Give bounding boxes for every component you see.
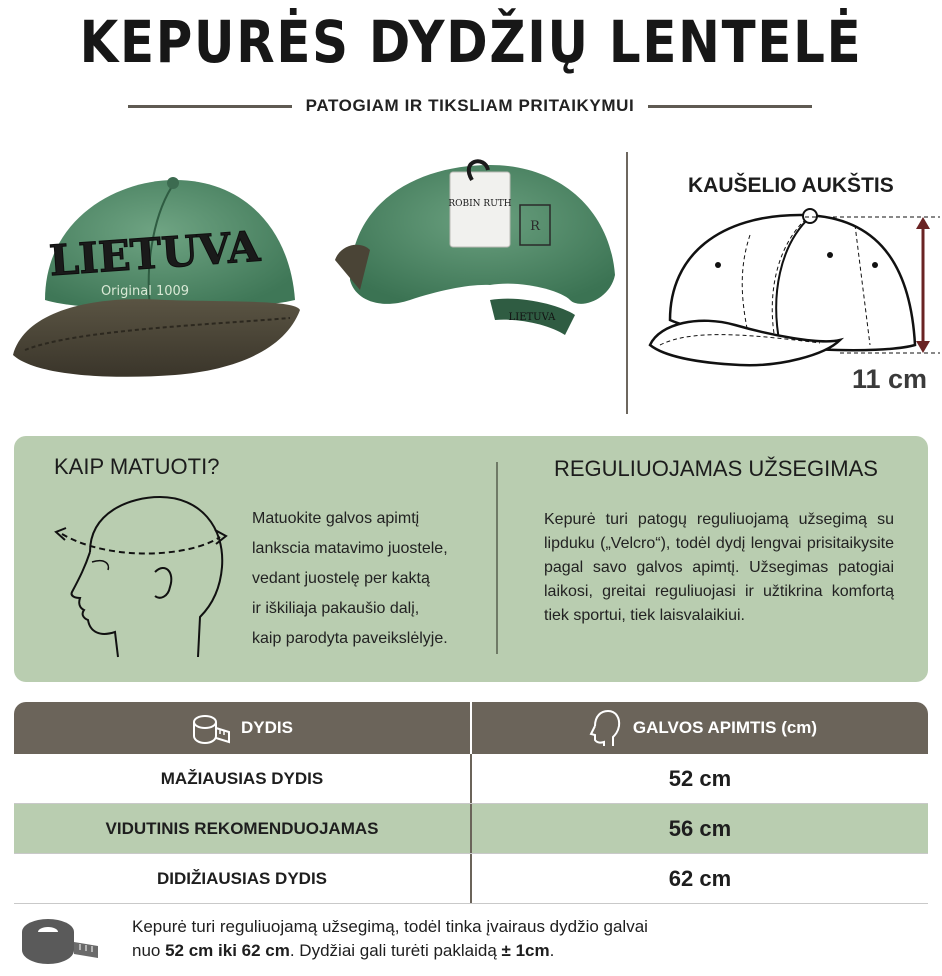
header-circumference-cell bbox=[472, 702, 928, 754]
head-profile-icon bbox=[583, 708, 623, 748]
header-size-cell bbox=[14, 702, 472, 754]
cap-front-script: Original 1009 bbox=[100, 284, 190, 299]
size-table bbox=[14, 702, 928, 904]
svg-text:R: R bbox=[530, 219, 540, 234]
note-size-range: 52 cm iki 62 cm bbox=[165, 941, 290, 960]
table-row bbox=[14, 754, 928, 804]
crown-height-label: KAUŠELIO AUKŠTIS bbox=[688, 174, 894, 197]
size-value-cell: 52 cm bbox=[668, 765, 732, 791]
note-text-part: . Dydžiai gali turėti paklaidą bbox=[289, 941, 502, 960]
size-note bbox=[132, 915, 648, 963]
how-to-measure-line: vedant juostelę per kaktą bbox=[252, 570, 430, 587]
cap-back-photo bbox=[320, 150, 620, 400]
tag-brand: ROBIN RUTH bbox=[448, 199, 512, 209]
how-to-measure-title: KAIP MATUOTI? bbox=[54, 454, 220, 479]
info-panel-divider bbox=[496, 462, 498, 654]
cap-strap-text: LIETUVA bbox=[508, 312, 556, 323]
crown-height-value: 11 cm bbox=[852, 364, 928, 394]
how-to-measure-line: ir iškiliaja pakaušio dalį, bbox=[252, 600, 420, 617]
subtitle-line-left bbox=[128, 105, 292, 108]
subtitle-line-right bbox=[648, 105, 812, 108]
cap-brim-shape bbox=[13, 299, 300, 377]
how-to-measure-line: kaip parodyta paveikslėlyje. bbox=[252, 630, 448, 647]
adjustable-title: REGULIUOJAMAS UŽSEGIMAS bbox=[554, 456, 878, 481]
header-size-label: DYDIS bbox=[241, 718, 293, 737]
how-to-measure-line: Matuokite galvos apimtį bbox=[252, 510, 420, 527]
size-note-line2 bbox=[132, 939, 648, 963]
cap-front-photo bbox=[5, 150, 305, 400]
note-text-part: . bbox=[549, 941, 555, 960]
cap-hang-tag bbox=[450, 172, 510, 247]
size-table-header bbox=[14, 702, 928, 754]
size-name-cell: VIDUTINIS REKOMENDUOJAMAS bbox=[14, 804, 472, 853]
size-value-cell: 62 cm bbox=[668, 865, 732, 891]
note-tolerance: ± 1cm bbox=[501, 941, 550, 960]
head-measure-icon bbox=[50, 492, 230, 662]
subtitle: PATOGIAM IR TIKSLIAM PRITAIKYMUI bbox=[305, 96, 635, 115]
tape-measure-icon bbox=[191, 708, 231, 748]
table-row bbox=[14, 854, 928, 904]
vertical-divider bbox=[626, 152, 628, 414]
subtitle-row bbox=[128, 94, 812, 118]
table-row bbox=[14, 804, 928, 854]
tape-roll-icon bbox=[18, 910, 100, 970]
note-text-part: nuo bbox=[132, 941, 166, 960]
cap-front-embroidery: LIETUVA bbox=[47, 221, 262, 286]
how-to-measure-line: lankscia matavimo juostele, bbox=[252, 540, 448, 557]
size-name-cell: DIDIŽIAUSIAS DYDIS bbox=[14, 854, 472, 903]
cap-outline-drawing bbox=[640, 205, 940, 375]
size-note-line1: Kepurė turi reguliuojamą užsegimą, todėl tinka įvairaus dydžio galvai bbox=[132, 917, 648, 936]
page-title: KEPURĖS DYDŽIŲ LENTELĖ bbox=[79, 8, 863, 76]
how-to-measure-text bbox=[252, 504, 482, 654]
size-name-cell: MAŽIAUSIAS DYDIS bbox=[14, 754, 472, 803]
header-circumference-label: GALVOS APIMTIS (cm) bbox=[632, 718, 818, 737]
adjustable-text: Kepurė turi patogų reguliuojamą užsegimą su lipduku („Velcro“), todėl dydį lengvai prisitaikysite pagal savo galvos apimtį. Užsegimas patogiai laikosi, greitai reguliuojasi ir užtikrina komfortą tiek sportui, tiek laisvalaikiui. bbox=[544, 511, 894, 624]
size-value-cell: 56 cm bbox=[668, 815, 732, 841]
